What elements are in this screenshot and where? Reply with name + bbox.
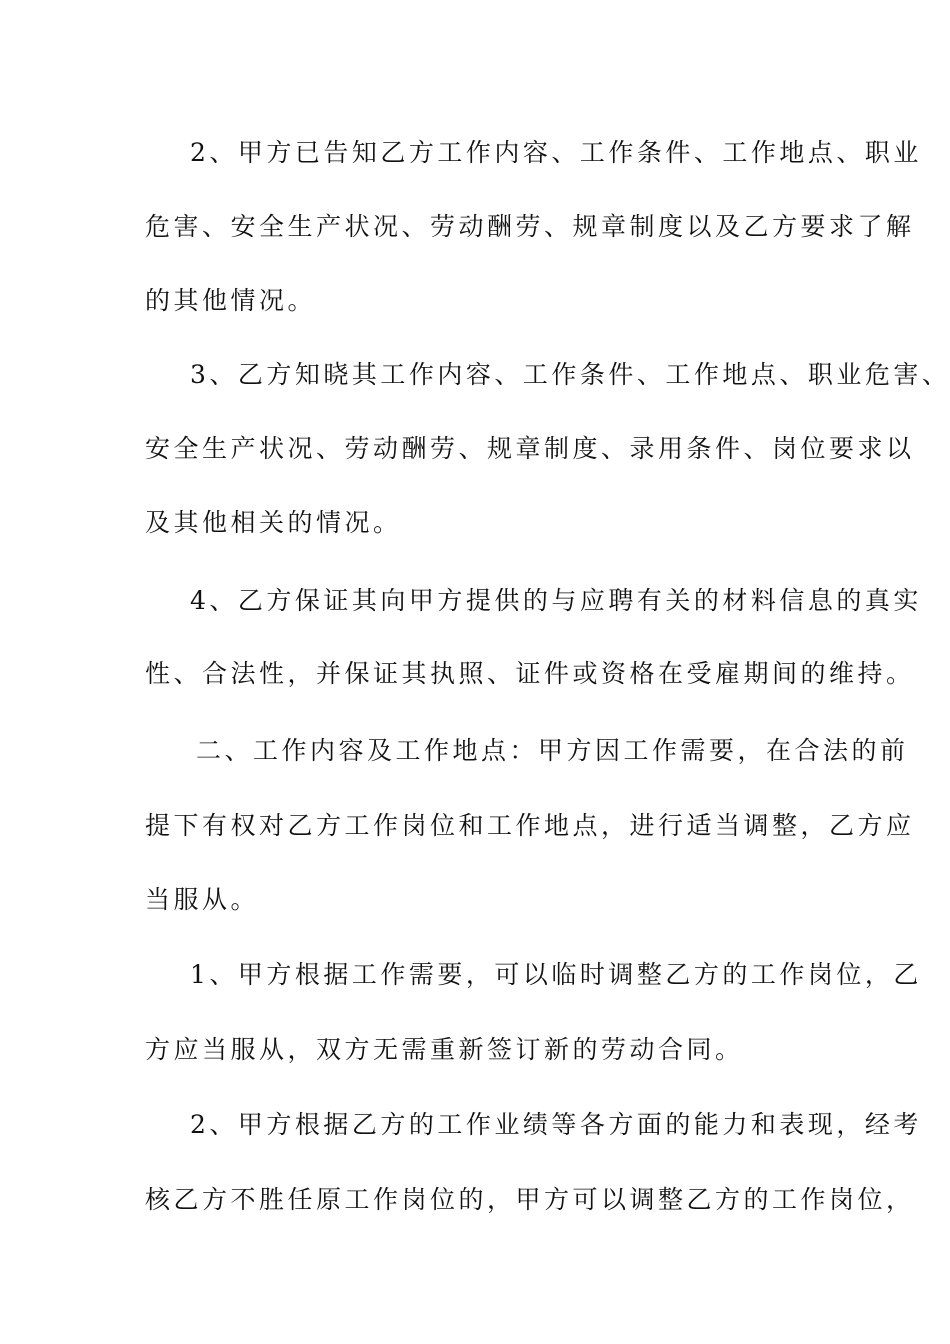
paragraph-line: 2、甲方已告知乙方工作内容、工作条件、工作地点、职业 [190,138,922,167]
paragraph-line: 方应当服从，双方无需重新签订新的劳动合同。 [145,1035,744,1064]
paragraph-line: 当服从。 [145,885,260,914]
paragraph-line: 提下有权对乙方工作岗位和工作地点，进行适当调整，乙方应 [145,811,915,840]
paragraph-line: 安全生产状况、劳动酬劳、规章制度、录用条件、岗位要求以 [145,434,915,463]
paragraph-line: 的其他情况。 [145,286,317,315]
paragraph-line: 及其他相关的情况。 [145,508,402,537]
paragraph-line: 性、合法性，并保证其执照、证件或资格在受雇期间的维持。 [145,659,915,688]
paragraph-line: 2、甲方根据乙方的工作业绩等各方面的能力和表现，经考 [190,1110,922,1139]
section-heading-line: 二、工作内容及工作地点：甲方因工作需要，在合法的前 [196,736,909,765]
paragraph-line: 4、乙方保证其向甲方提供的与应聘有关的材料信息的真实 [190,586,922,615]
paragraph-line: 1、甲方根据工作需要，可以临时调整乙方的工作岗位，乙 [190,960,922,989]
paragraph-line: 核乙方不胜任原工作岗位的，甲方可以调整乙方的工作岗位， [145,1185,915,1214]
paragraph-line: 3、乙方知晓其工作内容、工作条件、工作地点、职业危害、 [190,360,950,389]
paragraph-line: 危害、安全生产状况、劳动酬劳、规章制度以及乙方要求了解 [145,212,915,241]
